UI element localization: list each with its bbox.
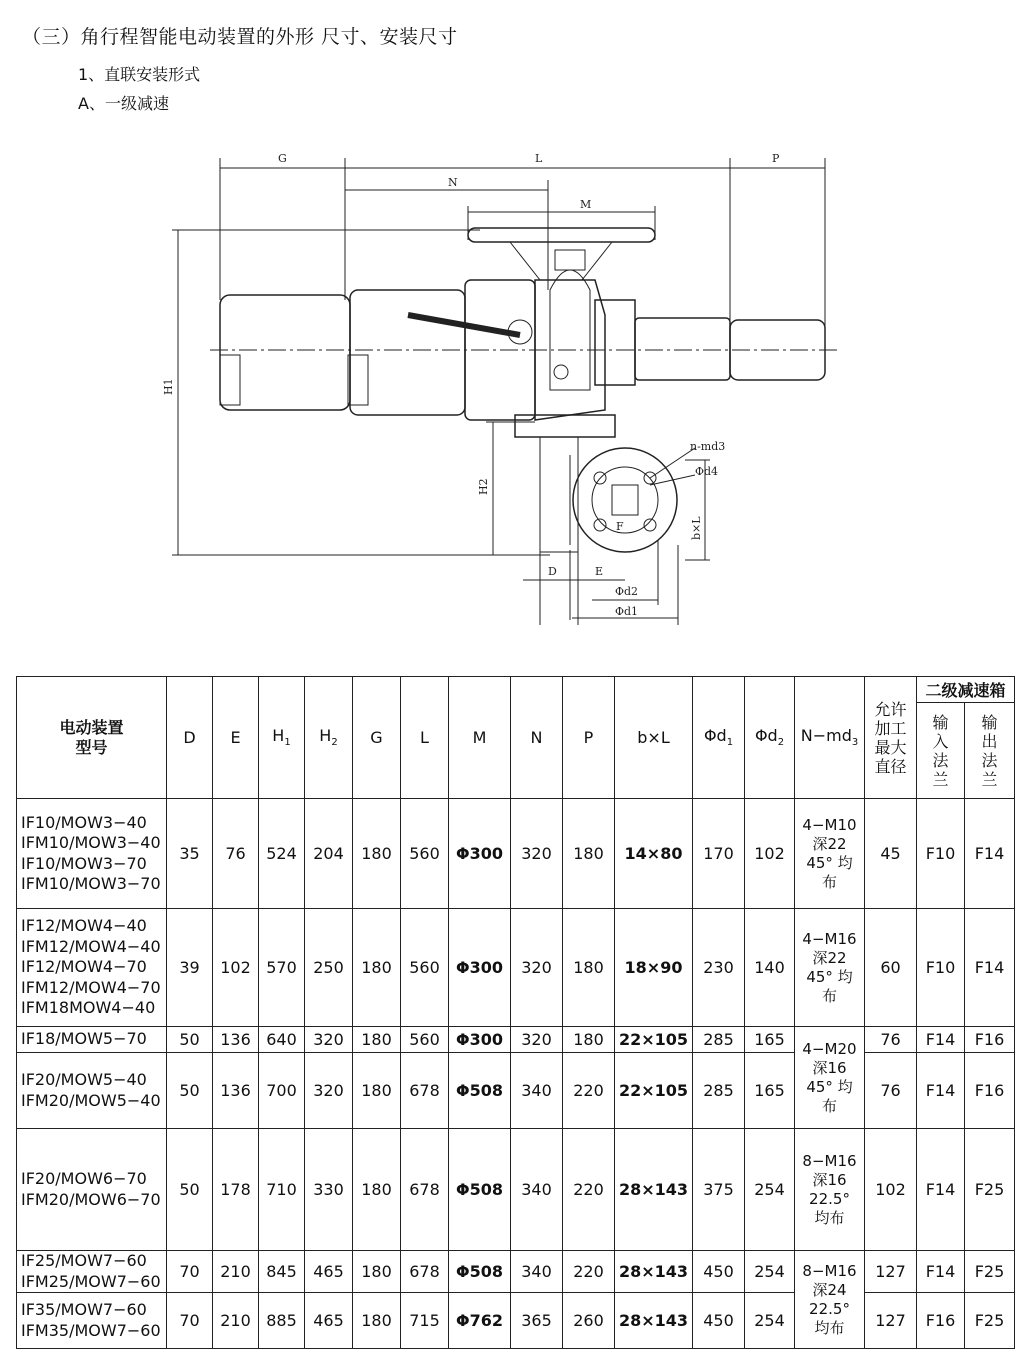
cell-phi-d1: 285	[693, 1053, 745, 1129]
cell-output-flange: F14	[965, 799, 1015, 909]
header-m: M	[449, 677, 511, 799]
cell-bxl: 14×80	[615, 799, 693, 909]
cell-g: 180	[353, 1293, 401, 1349]
dim-label-bxl: b×L	[690, 516, 703, 540]
cell-max-diameter: 60	[865, 909, 917, 1027]
header-secondary-gearbox: 二级减速箱	[917, 677, 1015, 703]
cell-phi-d2: 102	[745, 799, 795, 909]
cell-d: 70	[167, 1293, 213, 1349]
cell-l: 678	[401, 1251, 449, 1293]
cell-bxl: 18×90	[615, 909, 693, 1027]
cell-phi-d2: 140	[745, 909, 795, 1027]
cell-phi-d1: 170	[693, 799, 745, 909]
cell-model: IF25/MOW7−60 IFM25/MOW7−60	[17, 1251, 167, 1293]
cell-phi-d2: 254	[745, 1251, 795, 1293]
cell-h2: 330	[305, 1129, 353, 1251]
header-e: E	[213, 677, 259, 799]
cell-l: 560	[401, 909, 449, 1027]
cell-input-flange: F14	[917, 1129, 965, 1251]
cell-e: 136	[213, 1053, 259, 1129]
cell-bxl: 22×105	[615, 1053, 693, 1129]
cell-p: 220	[563, 1053, 615, 1129]
cell-p: 180	[563, 1027, 615, 1053]
header-n-md3: $N-md_3$	[795, 677, 865, 799]
cell-d: 39	[167, 909, 213, 1027]
dim-label-l: L	[535, 152, 543, 165]
actuator-dimension-drawing	[150, 140, 850, 640]
dim-label-f: F	[616, 520, 624, 533]
cell-l: 560	[401, 799, 449, 909]
cell-h2: 320	[305, 1053, 353, 1129]
cell-phi-d2: 165	[745, 1027, 795, 1053]
cell-n: 320	[511, 799, 563, 909]
cell-e: 76	[213, 799, 259, 909]
header-max-diameter: 允许 加工 最大 直径	[865, 677, 917, 799]
cell-e: 178	[213, 1129, 259, 1251]
cell-g: 180	[353, 799, 401, 909]
cell-phi-d1: 450	[693, 1251, 745, 1293]
cell-model: IF12/MOW4−40 IFM12/MOW4−40 IF12/MOW4−70 IFM12/MOW4−70 IFM18MOW4−40	[17, 909, 167, 1027]
header-h2: $H_2$	[305, 677, 353, 799]
dim-label-h2: H2	[477, 478, 490, 495]
cell-p: 180	[563, 909, 615, 1027]
dim-label-phi-d1: Φd1	[615, 605, 639, 618]
cell-phi-d1: 285	[693, 1027, 745, 1053]
cell-e: 136	[213, 1027, 259, 1053]
cell-m: Φ762	[449, 1293, 511, 1349]
dim-label-h1: H1	[162, 378, 175, 395]
table-row	[17, 1129, 1015, 1251]
cell-h2: 465	[305, 1293, 353, 1349]
cell-n: 365	[511, 1293, 563, 1349]
cell-m: Φ300	[449, 909, 511, 1027]
cell-max-diameter: 102	[865, 1129, 917, 1251]
table-row	[17, 799, 1015, 909]
cell-input-flange: F10	[917, 909, 965, 1027]
header-output-flange: 输 出 法 兰	[965, 703, 1015, 799]
cell-phi-d1: 450	[693, 1293, 745, 1349]
cell-p: 220	[563, 1129, 615, 1251]
cell-n: 340	[511, 1251, 563, 1293]
cell-bxl: 28×143	[615, 1129, 693, 1251]
cell-max-diameter: 127	[865, 1251, 917, 1293]
header-input-flange: 输 入 法 兰	[917, 703, 965, 799]
cell-output-flange: F25	[965, 1293, 1015, 1349]
cell-h1: 640	[259, 1027, 305, 1053]
cell-h1: 570	[259, 909, 305, 1027]
cell-h1: 710	[259, 1129, 305, 1251]
cell-input-flange: F14	[917, 1027, 965, 1053]
cell-phi-d2: 254	[745, 1293, 795, 1349]
header-h1: $H_1$	[259, 677, 305, 799]
dim-label-m: M	[580, 198, 592, 211]
cell-h2: 320	[305, 1027, 353, 1053]
cell-l: 678	[401, 1053, 449, 1129]
subheading-mounting: 1、直联安装形式	[78, 65, 201, 84]
dim-label-g: G	[278, 152, 287, 165]
cell-m: Φ508	[449, 1251, 511, 1293]
cell-e: 210	[213, 1251, 259, 1293]
cell-p: 220	[563, 1251, 615, 1293]
cell-input-flange: F14	[917, 1053, 965, 1129]
cell-n: 320	[511, 909, 563, 1027]
cell-h2: 250	[305, 909, 353, 1027]
cell-n-md3: 4−M20 深16 45° 均 布	[795, 1027, 865, 1129]
cell-bxl: 22×105	[615, 1027, 693, 1053]
page-heading: （三）角行程智能电动装置的外形 尺寸、安装尺寸	[22, 26, 458, 48]
cell-output-flange: F16	[965, 1053, 1015, 1129]
cell-phi-d2: 254	[745, 1129, 795, 1251]
cell-phi-d1: 375	[693, 1129, 745, 1251]
cell-l: 678	[401, 1129, 449, 1251]
cell-output-flange: F25	[965, 1251, 1015, 1293]
header-model: 电动装置 型号	[17, 677, 167, 799]
cell-d: 50	[167, 1129, 213, 1251]
cell-g: 180	[353, 1053, 401, 1129]
cell-max-diameter: 45	[865, 799, 917, 909]
dim-label-p: P	[772, 152, 780, 165]
cell-h1: 524	[259, 799, 305, 909]
cell-model: IF35/MOW7−60 IFM35/MOW7−60	[17, 1293, 167, 1349]
header-phi-d1: $\Phi d_1$	[693, 677, 745, 799]
cell-n-md3: 8−M16 深16 22.5° 均布	[795, 1129, 865, 1251]
cell-input-flange: F10	[917, 799, 965, 909]
cell-d: 70	[167, 1251, 213, 1293]
cell-g: 180	[353, 1027, 401, 1053]
cell-n-md3: 8−M16 深24 22.5° 均布	[795, 1251, 865, 1349]
table-row	[17, 1293, 1015, 1349]
dim-label-e: E	[595, 565, 604, 578]
cell-model: IF20/MOW5−40 IFM20/MOW5−40	[17, 1053, 167, 1129]
cell-d: 50	[167, 1027, 213, 1053]
cell-d: 50	[167, 1053, 213, 1129]
table-row	[17, 1027, 1015, 1053]
dim-label-d4: Φd4	[695, 465, 719, 478]
subheading-reduction: A、一级减速	[78, 94, 169, 113]
dim-label-n: N	[448, 176, 458, 189]
cell-n: 320	[511, 1027, 563, 1053]
header-phi-d2: $\Phi d_2$	[745, 677, 795, 799]
header-l: L	[401, 677, 449, 799]
cell-n: 340	[511, 1053, 563, 1129]
cell-input-flange: F16	[917, 1293, 965, 1349]
cell-g: 180	[353, 1129, 401, 1251]
cell-m: Φ300	[449, 799, 511, 909]
cell-m: Φ508	[449, 1129, 511, 1251]
cell-g: 180	[353, 1251, 401, 1293]
cell-h2: 465	[305, 1251, 353, 1293]
cell-max-diameter: 127	[865, 1293, 917, 1349]
header-d: D	[167, 677, 213, 799]
cell-model: IF20/MOW6−70 IFM20/MOW6−70	[17, 1129, 167, 1251]
cell-output-flange: F25	[965, 1129, 1015, 1251]
cell-g: 180	[353, 909, 401, 1027]
cell-l: 560	[401, 1027, 449, 1053]
dim-label-phi-d2: Φd2	[615, 585, 639, 598]
cell-bxl: 28×143	[615, 1251, 693, 1293]
header-g: G	[353, 677, 401, 799]
dim-label-d: D	[548, 565, 557, 578]
cell-n: 340	[511, 1129, 563, 1251]
cell-h1: 700	[259, 1053, 305, 1129]
cell-l: 715	[401, 1293, 449, 1349]
cell-model: IF10/MOW3−40 IFM10/MOW3−40 IF10/MOW3−70 IFM10/MOW3−70	[17, 799, 167, 909]
cell-phi-d1: 230	[693, 909, 745, 1027]
cell-max-diameter: 76	[865, 1053, 917, 1129]
header-n: N	[511, 677, 563, 799]
cell-e: 102	[213, 909, 259, 1027]
cell-d: 35	[167, 799, 213, 909]
cell-n-md3: 4−M16 深22 45° 均 布	[795, 909, 865, 1027]
header-bxl: b×L	[615, 677, 693, 799]
table-row	[17, 1053, 1015, 1129]
cell-h2: 204	[305, 799, 353, 909]
cell-phi-d2: 165	[745, 1053, 795, 1129]
table-row	[17, 909, 1015, 1027]
header-p: P	[563, 677, 615, 799]
cell-max-diameter: 76	[865, 1027, 917, 1053]
cell-e: 210	[213, 1293, 259, 1349]
cell-p: 180	[563, 799, 615, 909]
cell-model: IF18/MOW5−70	[17, 1027, 167, 1053]
dim-label-nmd3: n-md3	[690, 440, 726, 453]
cell-output-flange: F16	[965, 1027, 1015, 1053]
cell-input-flange: F14	[917, 1251, 965, 1293]
cell-n-md3: 4−M10 深22 45° 均 布	[795, 799, 865, 909]
cell-p: 260	[563, 1293, 615, 1349]
cell-h1: 885	[259, 1293, 305, 1349]
cell-bxl: 28×143	[615, 1293, 693, 1349]
cell-m: Φ508	[449, 1053, 511, 1129]
dimension-table	[16, 676, 1015, 1349]
cell-m: Φ300	[449, 1027, 511, 1053]
cell-output-flange: F14	[965, 909, 1015, 1027]
table-row	[17, 1251, 1015, 1293]
cell-h1: 845	[259, 1251, 305, 1293]
